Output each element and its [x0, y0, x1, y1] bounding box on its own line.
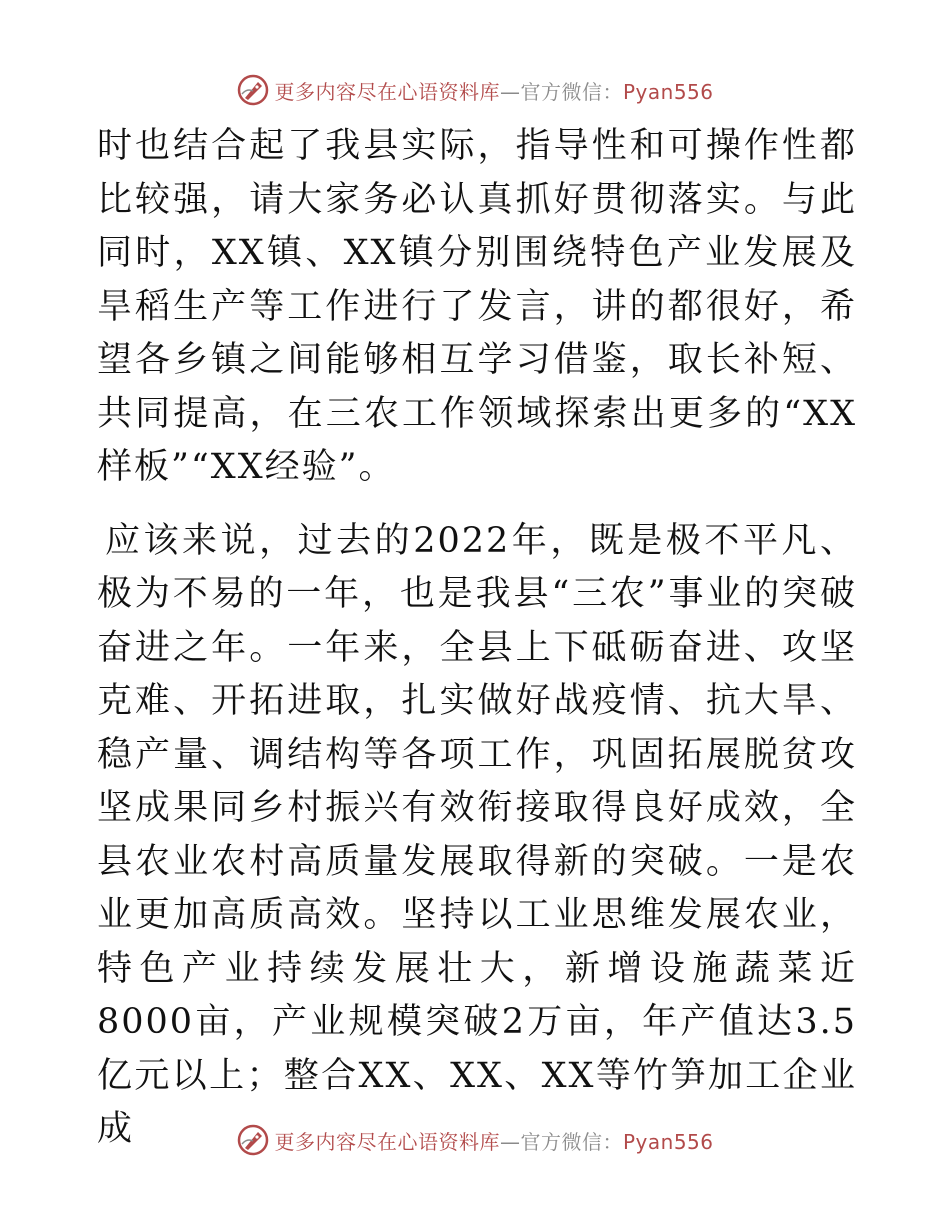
footer-wechat-label: 官方微信： [520, 1129, 623, 1154]
paragraph-1: 时也结合起了我县实际，指导性和可操作性都比较强，请大家务必认真抓好贯彻落实。与此同时，XX镇、XX镇分别围绕特色产业发展及旱稻生产等工作进行了发言，讲的都很好，希望各乡镇之间能够相互学习借鉴，取长补短、共同提高，在三农工作领域探索出更多的“XX样板”“XX经验”。 [97, 126, 857, 487]
pen-nib-logo-icon [236, 73, 270, 107]
header-banner-text [274, 76, 713, 105]
footer-banner [0, 1120, 950, 1160]
header-wechat-account: Pyan556 [622, 79, 714, 104]
footer-separator: — [499, 1129, 521, 1154]
pen-nib-logo-icon [236, 1123, 270, 1157]
header-site-name: 更多内容尽在心语资料库 [274, 79, 500, 104]
header-wechat-label: 官方微信： [520, 79, 623, 104]
document-body [97, 120, 857, 1157]
header-separator: — [499, 79, 521, 104]
footer-site-name: 更多内容尽在心语资料库 [274, 1129, 500, 1154]
footer-wechat-account: Pyan556 [622, 1129, 714, 1154]
paragraph-2: 应该来说，过去的2022年，既是极不平凡、极为不易的一年，也是我县“三农”事业的突破奋进之年。一年来，全县上下砥砺奋进、攻坚克难、开拓进取，扎实做好战疫情、抗大旱、稳产量、调结构等各项工作，巩固拓展脱贫攻坚成果同乡村振兴有效衔接取得良好成效，全县农业农村高质量发展取得新的突破。一是农业更加高质高效。坚持以工业思维发展农业，特色产业持续发展壮大，新增设施蔬菜近8000亩，产业规模突破2万亩，年产值达3.5亿元以上；整合XX、XX、XX等竹笋加工企业成 [97, 520, 857, 1149]
footer-banner-text [274, 1126, 713, 1155]
header-banner [0, 70, 950, 110]
